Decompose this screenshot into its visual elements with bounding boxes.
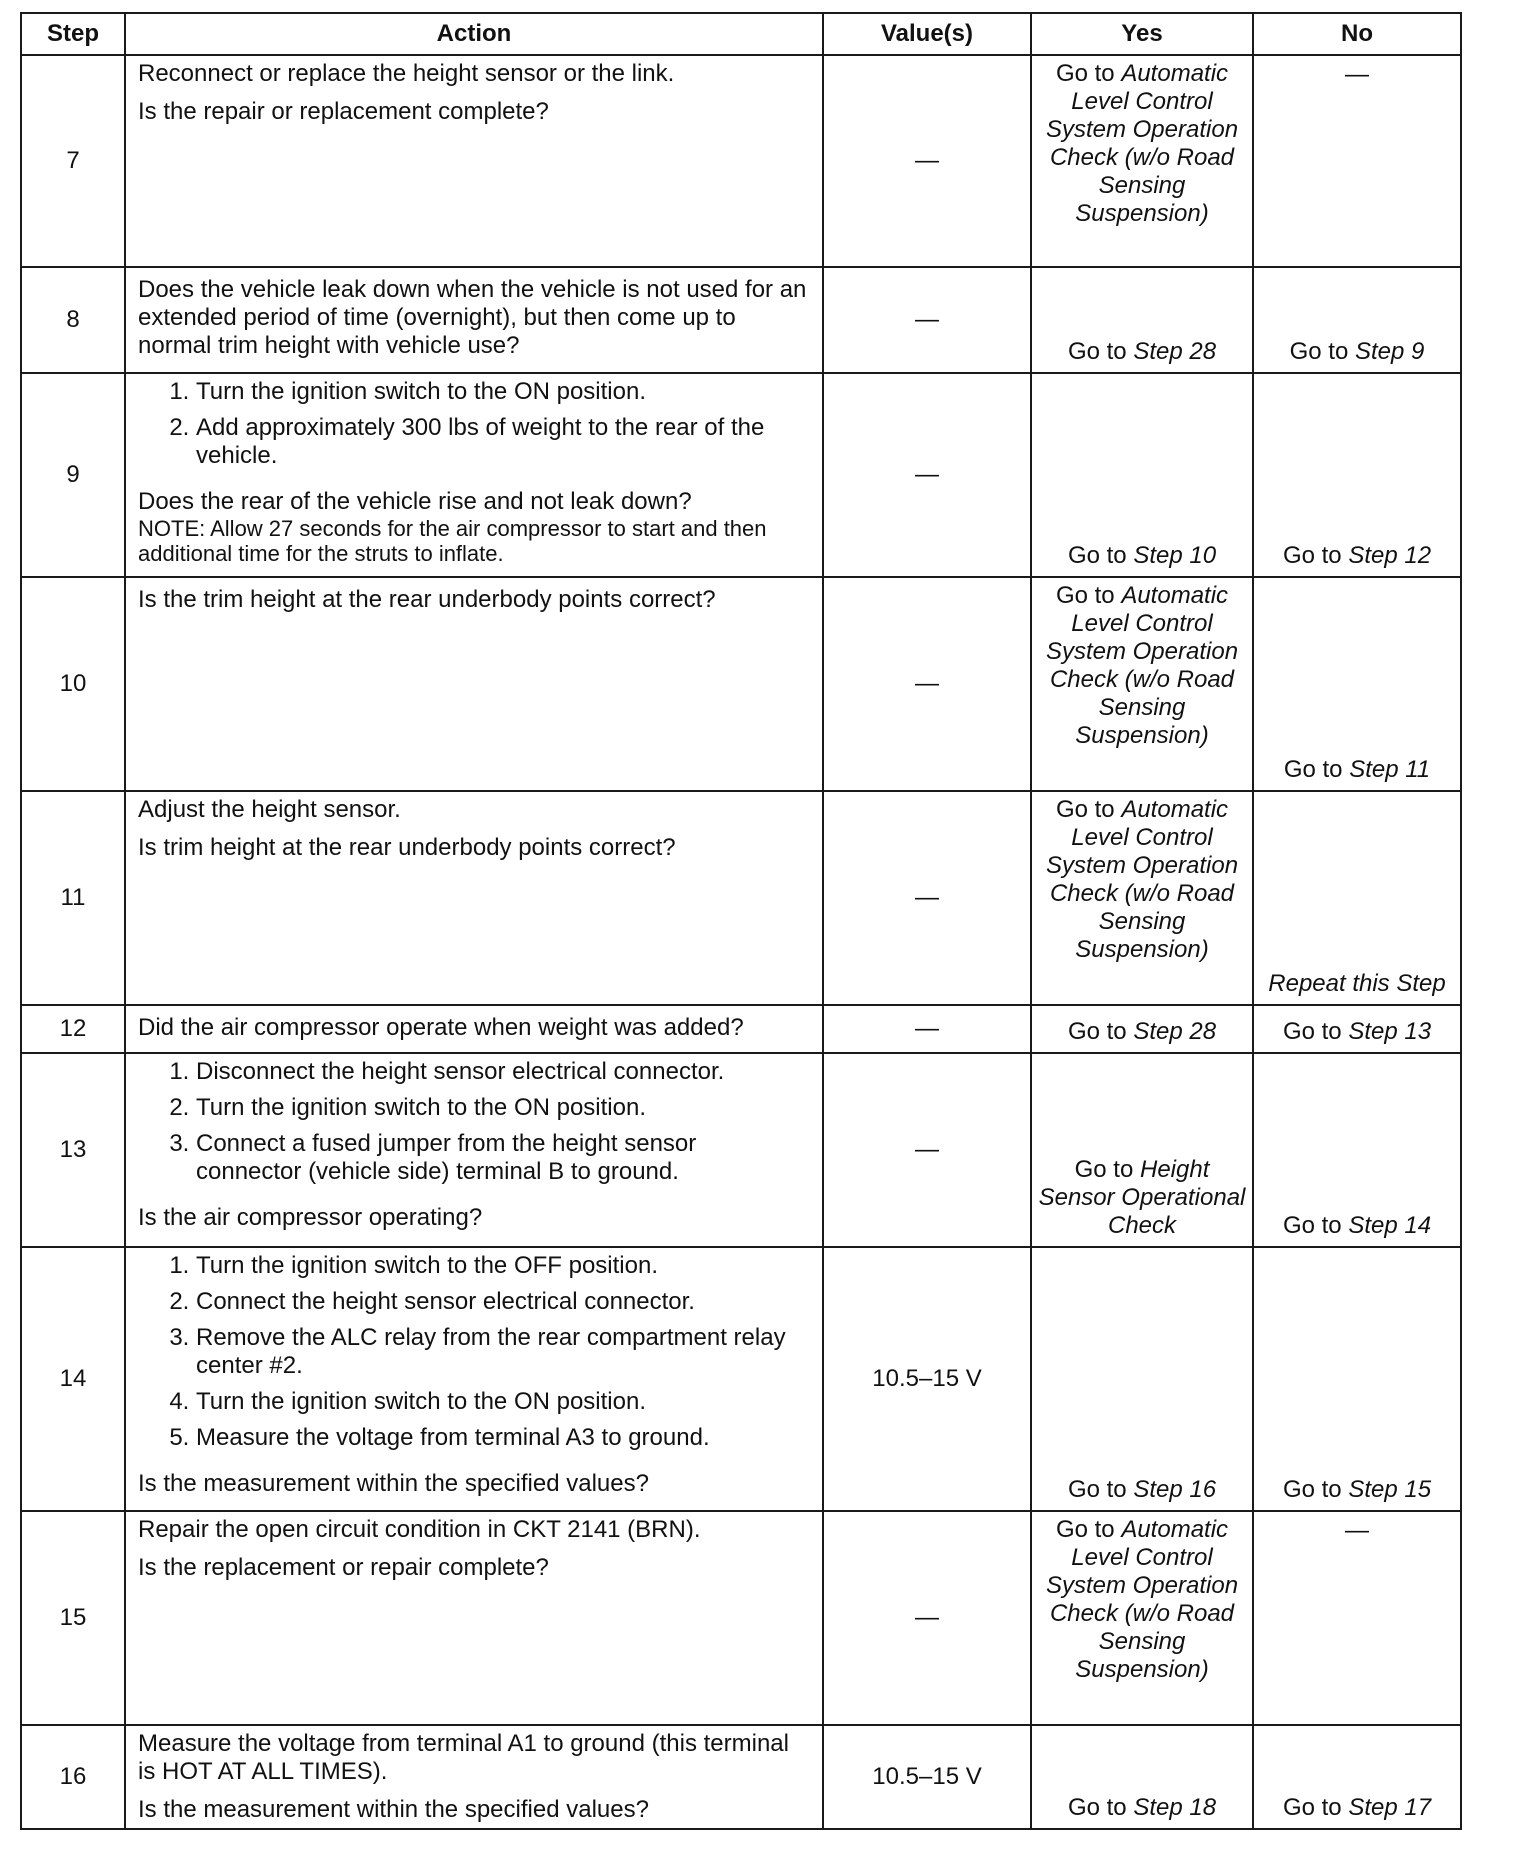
no-goto-prefix: Go to <box>1282 1018 1342 1045</box>
no-goto-prefix: Go to <box>1282 1476 1342 1503</box>
action-content <box>126 268 822 370</box>
step-number: 11 <box>21 791 125 1005</box>
header-no: No <box>1253 13 1461 55</box>
value-cell: — <box>823 1053 1031 1247</box>
table-row <box>21 373 1461 577</box>
no-goto <box>1283 1018 1431 1046</box>
no-result <box>1254 578 1460 788</box>
step-number: 9 <box>21 373 125 577</box>
no-goto-target: Step 17 <box>1348 1794 1432 1821</box>
no-result <box>1254 1513 1460 1723</box>
yes-goto-prefix: Go to <box>1067 1018 1127 1045</box>
yes-goto <box>1068 1018 1216 1046</box>
yes-goto-target: Automatic Level Control System Operation Check (w/o Road Sensing Suspension) <box>1045 60 1239 227</box>
yes-goto <box>1036 60 1248 228</box>
yes-goto-prefix: Go to <box>1067 1476 1127 1503</box>
step-number: 7 <box>21 55 125 267</box>
yes-result <box>1032 268 1252 370</box>
action-step-item: 3. Connect a fused jumper from the height sensor connector (vehicle side) terminal B to ground. <box>196 1130 808 1186</box>
value-cell: — <box>823 1005 1031 1053</box>
no-result <box>1254 57 1460 265</box>
action-steps <box>138 378 808 478</box>
header-values: Value(s) <box>823 13 1031 55</box>
yes-result <box>1032 1726 1252 1826</box>
no-cell <box>1253 1053 1461 1247</box>
no-dash: — <box>1345 1517 1369 1544</box>
action-question: Is the repair or replacement complete? <box>138 98 549 125</box>
step-number: 15 <box>21 1511 125 1725</box>
no-goto-target: Step 13 <box>1348 1018 1432 1045</box>
action-step-item: 1. Disconnect the height sensor electrical connector. <box>196 1058 808 1086</box>
value-cell: — <box>823 55 1031 267</box>
yes-goto-prefix: Go to <box>1055 1516 1115 1543</box>
action-cell <box>125 373 823 577</box>
action-instruction: Measure the voltage from terminal A1 to ground (this terminal is HOT AT ALL TIMES). <box>138 1730 789 1785</box>
yes-cell <box>1031 1247 1253 1511</box>
action-content <box>126 1726 822 1828</box>
action-instruction: Repair the open circuit condition in CKT 2141 (BRN). <box>138 1516 701 1543</box>
no-result <box>1254 1054 1460 1244</box>
yes-cell <box>1031 577 1253 791</box>
table-row <box>21 1725 1461 1829</box>
yes-goto-prefix: Go to <box>1055 796 1115 823</box>
no-result <box>1254 1248 1460 1508</box>
step-number: 12 <box>21 1005 125 1053</box>
yes-goto-prefix: Go to <box>1067 338 1127 365</box>
action-step-item: 5. Measure the voltage from terminal A3 to ground. <box>196 1424 808 1452</box>
no-cell <box>1253 1005 1461 1053</box>
yes-cell <box>1031 267 1253 373</box>
action-note: NOTE: Allow 27 seconds for the air compressor to start and then additional time for the struts to inflate. <box>138 516 767 566</box>
action-cell <box>125 1053 823 1247</box>
table-body <box>21 55 1461 1829</box>
header-row <box>21 13 1461 55</box>
no-cell <box>1253 267 1461 373</box>
action-question: Did the air compressor operate when weight was added? <box>138 1014 744 1041</box>
action-step-item: 3. Remove the ALC relay from the rear compartment relay center #2. <box>196 1324 808 1380</box>
table-row <box>21 1511 1461 1725</box>
action-content <box>126 374 822 574</box>
action-content <box>126 792 822 1002</box>
no-goto-prefix: Go to <box>1282 542 1342 569</box>
no-goto-prefix: Go to <box>1289 338 1349 365</box>
no-goto-prefix: Go to <box>1282 1794 1342 1821</box>
no-goto-prefix: Go to <box>1282 1212 1342 1239</box>
action-step-item: 4. Turn the ignition switch to the ON position. <box>196 1388 808 1416</box>
yes-goto-target: Automatic Level Control System Operation Check (w/o Road Sensing Suspension) <box>1045 796 1239 963</box>
action-question: Is the measurement within the specified values? <box>138 1470 649 1497</box>
yes-result <box>1032 792 1252 1002</box>
value-cell: — <box>823 267 1031 373</box>
action-step-item: 2. Connect the height sensor electrical connector. <box>196 1288 808 1316</box>
no-goto <box>1284 756 1430 784</box>
action-cell <box>125 1247 823 1511</box>
action-content <box>126 1512 822 1722</box>
no-goto <box>1268 970 1445 998</box>
no-result <box>1254 374 1460 574</box>
action-cell <box>125 577 823 791</box>
value-cell: 10.5–15 V <box>823 1725 1031 1829</box>
value-cell: — <box>823 791 1031 1005</box>
yes-goto-target: Step 16 <box>1133 1476 1217 1503</box>
no-cell <box>1253 1247 1461 1511</box>
yes-goto-prefix: Go to <box>1074 1156 1134 1183</box>
no-goto <box>1290 338 1425 366</box>
action-step-item: 1. Turn the ignition switch to the OFF position. <box>196 1252 808 1280</box>
action-cell <box>125 1005 823 1053</box>
no-goto-target: Step 14 <box>1348 1212 1432 1239</box>
action-content <box>126 578 822 788</box>
yes-goto <box>1036 1516 1248 1684</box>
no-goto <box>1283 542 1431 570</box>
table-row <box>21 267 1461 373</box>
action-content <box>126 1006 822 1050</box>
yes-result <box>1032 1512 1252 1722</box>
no-cell <box>1253 1511 1461 1725</box>
no-goto-prefix: Go to <box>1283 756 1343 783</box>
step-number: 13 <box>21 1053 125 1247</box>
value-cell: 10.5–15 V <box>823 1247 1031 1511</box>
no-result <box>1254 792 1460 1002</box>
no-goto <box>1283 1476 1431 1504</box>
no-result <box>1254 1726 1460 1826</box>
no-goto-target: Repeat this Step <box>1268 970 1446 997</box>
yes-cell <box>1031 791 1253 1005</box>
action-instruction: Adjust the height sensor. <box>138 796 401 823</box>
yes-goto-prefix: Go to <box>1067 1794 1127 1821</box>
yes-result <box>1032 56 1252 264</box>
action-question: Is the trim height at the rear underbody points correct? <box>138 586 716 613</box>
no-cell <box>1253 55 1461 267</box>
action-cell <box>125 1725 823 1829</box>
yes-goto-target: Step 18 <box>1133 1794 1217 1821</box>
action-cell <box>125 791 823 1005</box>
table-row <box>21 791 1461 1005</box>
no-cell <box>1253 1725 1461 1829</box>
yes-goto-prefix: Go to <box>1055 582 1115 609</box>
yes-goto <box>1068 1794 1216 1822</box>
no-cell <box>1253 791 1461 1005</box>
action-step-item: 2. Add approximately 300 lbs of weight to the rear of the vehicle. <box>196 414 808 470</box>
action-cell <box>125 267 823 373</box>
action-question: Does the rear of the vehicle rise and not leak down? <box>138 488 692 515</box>
value-cell: — <box>823 577 1031 791</box>
value-cell: — <box>823 1511 1031 1725</box>
yes-goto <box>1068 1476 1216 1504</box>
yes-result <box>1032 374 1252 574</box>
action-content <box>126 56 822 264</box>
no-goto-target: Step 15 <box>1348 1476 1432 1503</box>
yes-goto-prefix: Go to <box>1055 60 1115 87</box>
yes-result <box>1032 1054 1252 1244</box>
yes-result <box>1032 1248 1252 1508</box>
yes-cell <box>1031 1725 1253 1829</box>
yes-cell <box>1031 1005 1253 1053</box>
header-yes: Yes <box>1031 13 1253 55</box>
yes-goto <box>1068 338 1216 366</box>
yes-result <box>1032 1006 1252 1050</box>
yes-cell <box>1031 1053 1253 1247</box>
yes-goto-target: Automatic Level Control System Operation Check (w/o Road Sensing Suspension) <box>1045 1516 1239 1683</box>
no-goto-target: Step 12 <box>1348 542 1432 569</box>
yes-goto-target: Automatic Level Control System Operation Check (w/o Road Sensing Suspension) <box>1045 582 1239 749</box>
no-dash: — <box>1345 61 1369 88</box>
no-result <box>1254 1006 1460 1050</box>
yes-goto-target: Step 28 <box>1133 1018 1217 1045</box>
no-goto <box>1283 1212 1431 1240</box>
action-step-item: 2. Turn the ignition switch to the ON position. <box>196 1094 808 1122</box>
yes-goto <box>1068 542 1216 570</box>
no-goto-target: Step 9 <box>1354 338 1425 365</box>
diagnostic-table <box>20 12 1462 1830</box>
no-goto <box>1283 1794 1431 1822</box>
action-question: Is the replacement or repair complete? <box>138 1554 549 1581</box>
action-cell <box>125 1511 823 1725</box>
yes-cell <box>1031 55 1253 267</box>
table-row <box>21 55 1461 267</box>
step-number: 8 <box>21 267 125 373</box>
yes-cell <box>1031 373 1253 577</box>
step-number: 14 <box>21 1247 125 1511</box>
action-step-item: 1. Turn the ignition switch to the ON position. <box>196 378 808 406</box>
header-step: Step <box>21 13 125 55</box>
action-content <box>126 1248 822 1508</box>
yes-goto <box>1036 582 1248 750</box>
table-row <box>21 1005 1461 1053</box>
yes-goto-prefix: Go to <box>1067 542 1127 569</box>
action-question: Is the air compressor operating? <box>138 1204 483 1231</box>
yes-result <box>1032 578 1252 788</box>
yes-goto <box>1036 1156 1248 1240</box>
header-action: Action <box>125 13 823 55</box>
yes-goto-target: Height Sensor Operational Check <box>1038 1156 1246 1239</box>
action-steps <box>138 1252 808 1460</box>
step-number: 10 <box>21 577 125 791</box>
no-result <box>1254 268 1460 370</box>
value-cell: — <box>823 373 1031 577</box>
table-row <box>21 577 1461 791</box>
action-instruction: Reconnect or replace the height sensor or the link. <box>138 60 675 87</box>
action-cell <box>125 55 823 267</box>
no-cell <box>1253 577 1461 791</box>
yes-goto <box>1036 796 1248 964</box>
yes-cell <box>1031 1511 1253 1725</box>
yes-goto-target: Step 10 <box>1133 542 1217 569</box>
action-question: Does the vehicle leak down when the vehicle is not used for an extended period of time (overnight), but then come up to normal trim height with vehicle use? <box>138 276 807 359</box>
step-number: 16 <box>21 1725 125 1829</box>
action-content <box>126 1054 822 1244</box>
no-goto-target: Step 11 <box>1349 756 1431 783</box>
action-question: Is trim height at the rear underbody points correct? <box>138 834 676 861</box>
action-steps <box>138 1058 808 1194</box>
table-row <box>21 1053 1461 1247</box>
no-cell <box>1253 373 1461 577</box>
table-row <box>21 1247 1461 1511</box>
yes-goto-target: Step 28 <box>1133 338 1217 365</box>
action-question: Is the measurement within the specified values? <box>138 1796 649 1823</box>
